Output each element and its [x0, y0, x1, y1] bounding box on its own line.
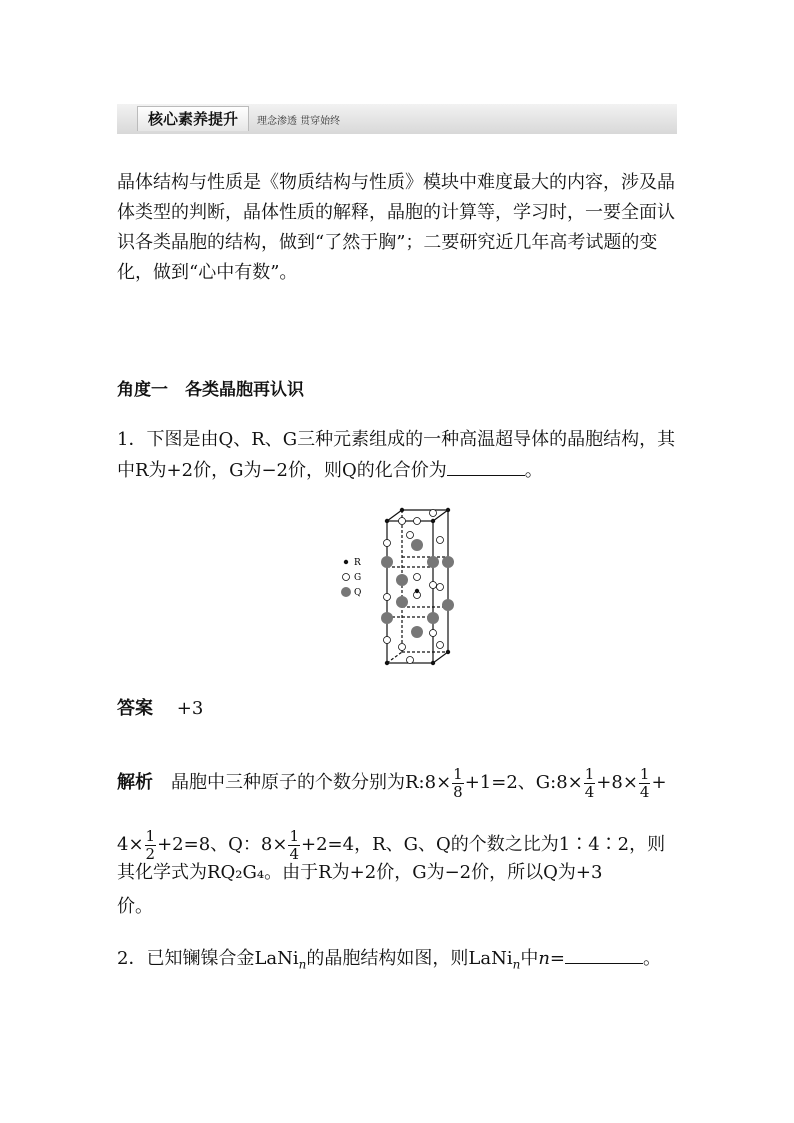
analysis-text: +: [651, 772, 667, 793]
answer-blank: [565, 945, 643, 964]
answer-value: +3: [176, 698, 204, 719]
subscript-n: n: [512, 957, 521, 972]
variable-n: n: [538, 948, 550, 969]
banner-slogan: 理念渗透 贯穿始终: [257, 116, 341, 127]
analysis-text: +1=2、G:8×: [464, 772, 583, 793]
section-banner: [117, 104, 677, 134]
crystal-cell-figure: [330, 505, 470, 670]
fraction: $\frac{1}{4}$: [584, 764, 595, 801]
analysis-text: 价。: [117, 896, 153, 917]
fraction: $\frac{1}{8}$: [453, 764, 463, 801]
g-atoms: [384, 510, 444, 664]
fraction: $\frac{1}{4}$: [639, 764, 650, 801]
question-1-end: 。: [524, 460, 543, 481]
legend-r-label: R: [354, 558, 361, 568]
legend-q-marker: [341, 587, 351, 597]
fraction: $\frac{1}{4}$: [289, 826, 299, 863]
question-2-end: 。: [643, 948, 662, 969]
subscript-n: n: [298, 957, 307, 972]
question-2-text: 的晶胞结构如图，则LaNi: [306, 948, 513, 969]
legend-g-marker: [343, 574, 350, 581]
legend-g-label: G: [354, 573, 362, 583]
intro-paragraph: 晶体结构与性质是《物质结构与性质》模块中难度最大的内容，涉及晶体类型的判断，晶体性质的解释，晶胞的计算等，学习时，一要全面认识各类晶胞的结构，做到“了然于胸”；二要研究近几年高考试题的变化，做到“心中有数”。: [117, 172, 675, 283]
figure-legend: [341, 558, 361, 598]
analysis-text: +2=4，R、G、Q的个数之比为1∶4∶2，则: [301, 834, 666, 855]
question-2: [117, 944, 677, 980]
question-2-text: 中: [520, 948, 539, 969]
answer-blank: [447, 457, 525, 476]
section-heading: 角度一 各类晶胞再认识: [117, 380, 304, 400]
analysis-text: 4×: [117, 834, 144, 855]
answer-line: [117, 694, 203, 720]
analysis-text: 晶胞中三种原子的个数分别为R:8×: [171, 772, 452, 793]
analysis-conclusion: [117, 856, 677, 924]
question-1-text: 1．下图是由Q、R、G三种元素组成的一种高温超导体的晶胞结构，其中R为+2价，G为−2价，则Q的化合价为: [117, 429, 676, 481]
question-2-text: =: [549, 948, 566, 969]
analysis-label: 解析: [117, 772, 153, 793]
answer-label: 答案: [117, 698, 153, 719]
legend-r-marker: [344, 560, 348, 564]
question-2-text: 2．已知镧镍合金LaNi: [117, 948, 299, 969]
fraction: $\frac{1}{2}$: [145, 826, 156, 863]
analysis-text: +8×: [596, 772, 638, 793]
analysis-text: 其化学式为RQ₂G₄。由于R为+2价，G为−2价，所以Q为+3: [117, 862, 603, 883]
banner-title: 核心素养提升: [137, 106, 249, 131]
analysis-text: +2=8、Q：8×: [157, 834, 288, 855]
legend-q-label: Q: [354, 588, 362, 598]
question-1: [117, 424, 677, 486]
